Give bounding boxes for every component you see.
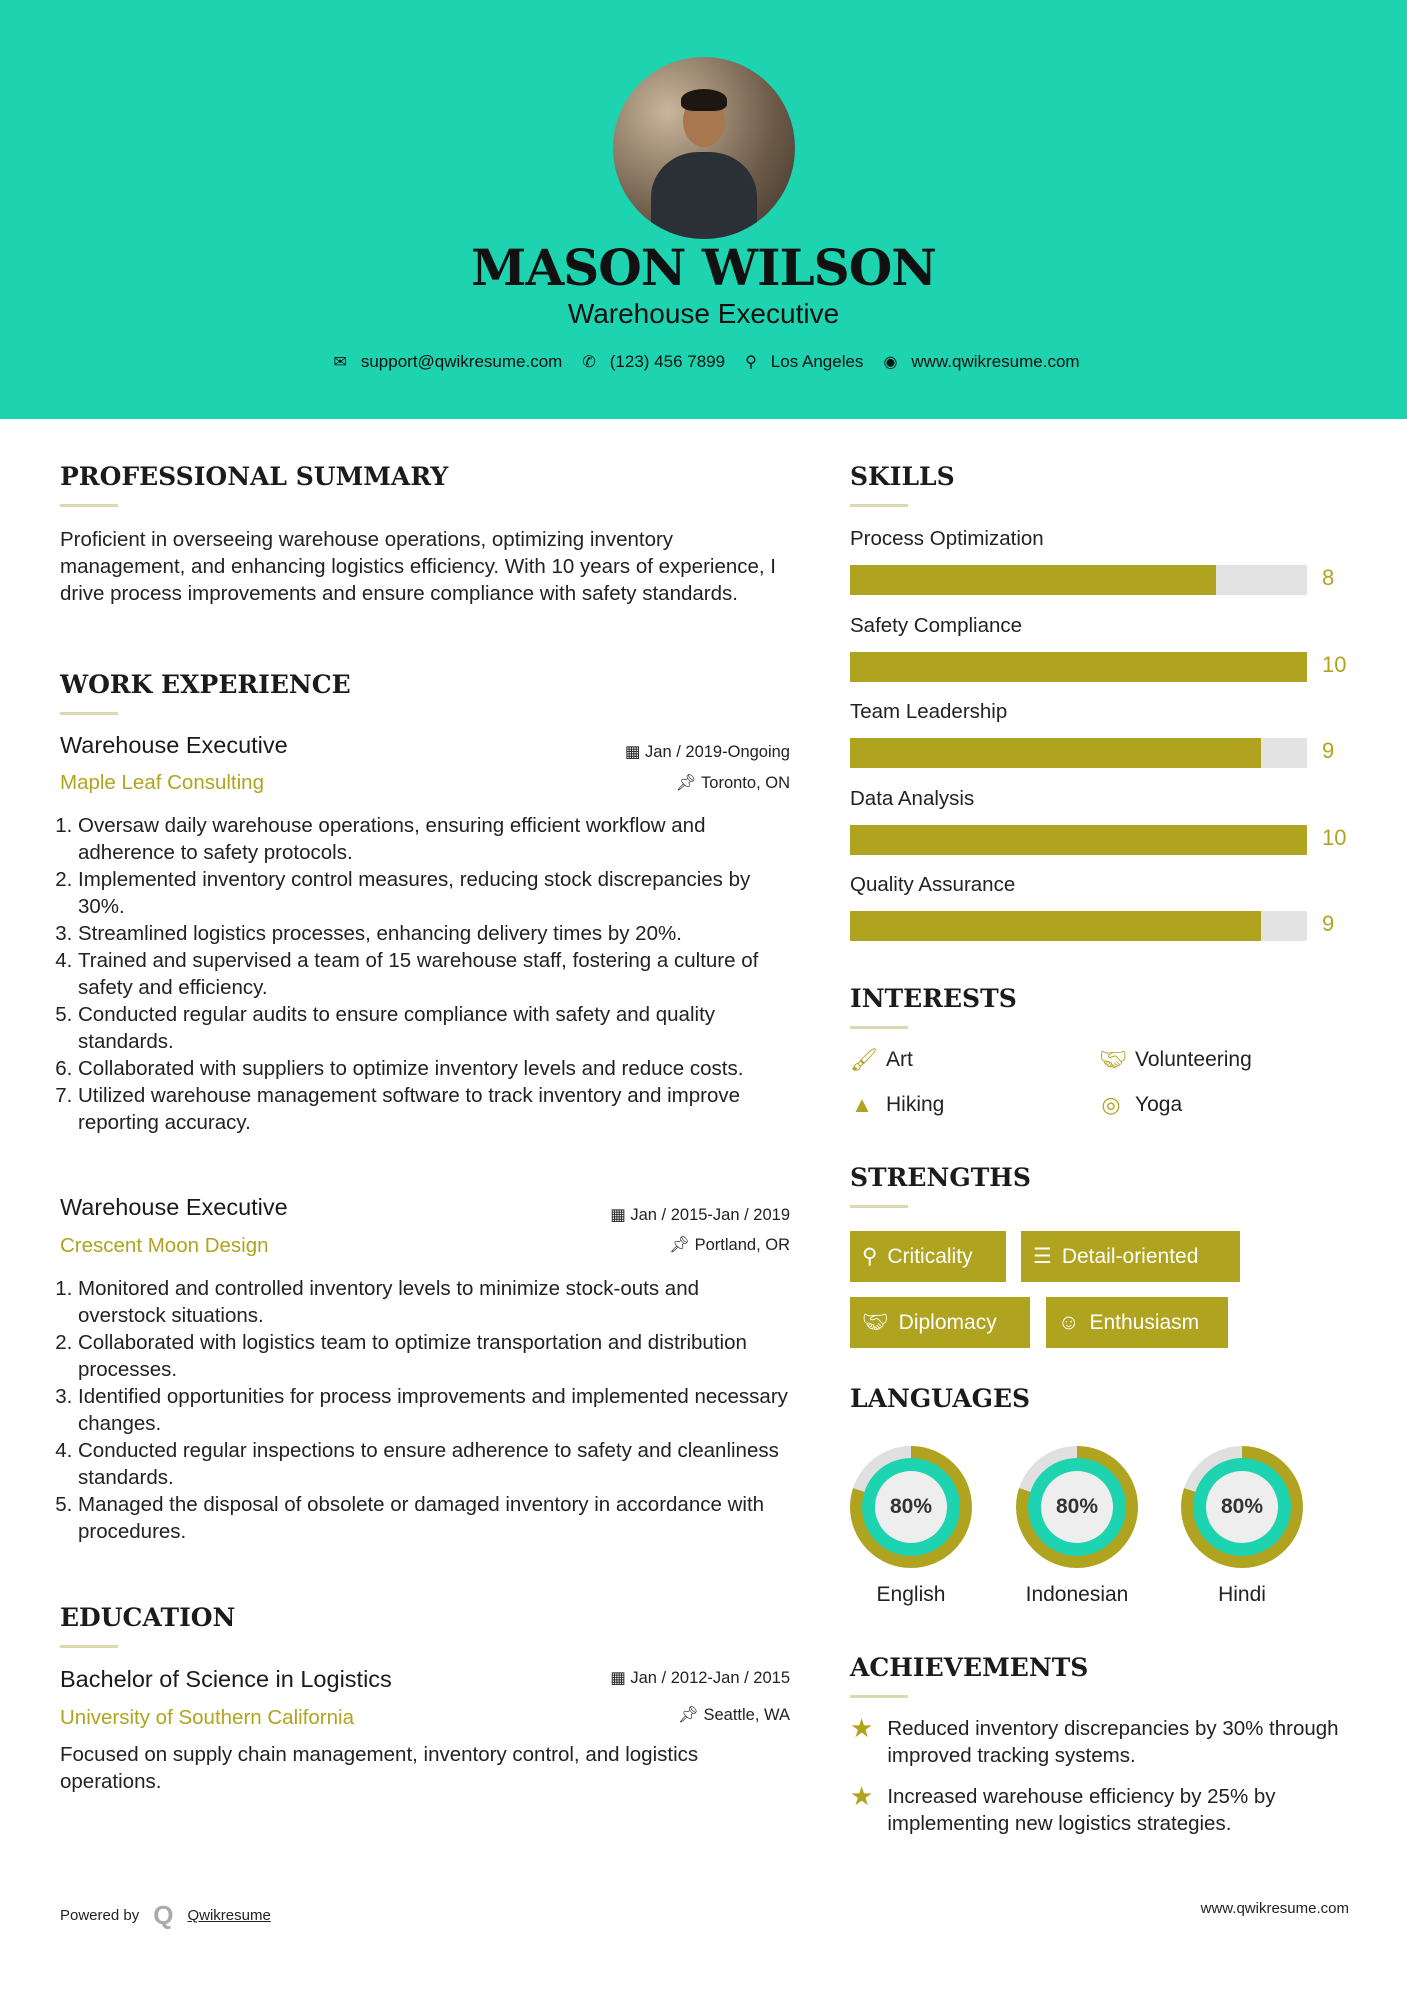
job-duty: 3. Streamlined logistics processes, enhancing delivery times by 20%.	[78, 920, 790, 947]
education-location: 📌︎ Seattle, WA	[677, 1706, 790, 1724]
job-duty: 5. Conducted regular audits to ensure compliance with safety and quality standards.	[78, 1001, 790, 1055]
skill-value: 9	[1322, 738, 1335, 763]
job-duties-list	[60, 1275, 790, 1545]
job-title: Warehouse Executive	[60, 732, 288, 758]
education-text: Focused on supply chain management, inventory control, and logistics operations.	[60, 1743, 699, 1793]
pin-icon: 📌︎	[675, 774, 702, 792]
job-date: ▦ Jan / 2015-Jan / 2019	[610, 1206, 790, 1224]
profile-photo	[613, 57, 795, 239]
search-icon: ⚲	[862, 1245, 878, 1268]
language-donut	[850, 1446, 972, 1568]
skill-bar-fill	[850, 652, 1307, 682]
job-duty: 1. Monitored and controlled inventory levels to minimize stock-outs and overstock situations.	[78, 1275, 790, 1329]
job-location: 📌︎ Portland, OR	[669, 1236, 790, 1254]
tree-icon: ▲	[851, 1092, 873, 1117]
section-heading-languages: LANGUAGES	[850, 1384, 1031, 1413]
summary-text: Proficient in overseeing warehouse operations, optimizing inventory management, and enhancing logistics efficiency. With 10 years of experience, I drive process improvements and ensure compliance with safety standards.	[60, 528, 776, 605]
section-heading-achievements: ACHIEVEMENTS	[850, 1653, 1089, 1682]
contact-website[interactable]: www.qwikresume.com	[911, 352, 1080, 371]
star-icon: ★	[850, 1781, 874, 1811]
skill-bar	[850, 825, 1307, 855]
degree: Bachelor of Science in Logistics	[60, 1666, 392, 1692]
school: University of Southern California	[60, 1706, 354, 1729]
job-location: 📌︎ Toronto, ON	[675, 774, 790, 792]
language-percent: 80%	[1041, 1471, 1113, 1543]
job-company: Crescent Moon Design	[60, 1234, 269, 1257]
lifebuoy-icon: ◎	[1101, 1092, 1121, 1117]
strength-tag: ⚲ Criticality	[850, 1231, 1006, 1282]
skill-name: Quality Assurance	[850, 873, 1016, 896]
list-icon: ☰	[1033, 1245, 1052, 1268]
skill-bar	[850, 738, 1307, 768]
globe-icon: ◉	[883, 354, 898, 371]
qwikresume-logo-icon: Q	[153, 1900, 174, 1930]
candidate-name: MASON WILSON	[471, 238, 936, 297]
education-date: ▦ Jan / 2012-Jan / 2015	[610, 1669, 790, 1687]
skill-name: Process Optimization	[850, 527, 1044, 550]
strength-tag: 🤝︎ Diplomacy	[850, 1297, 1030, 1348]
job-duty: 4. Trained and supervised a team of 15 warehouse staff, fostering a culture of safety and efficiency.	[78, 947, 790, 1001]
pin-icon: 📌︎	[669, 1236, 695, 1254]
language-percent: 80%	[1206, 1471, 1278, 1543]
skill-name: Data Analysis	[850, 786, 975, 810]
job-title: Warehouse Executive	[60, 1194, 288, 1220]
strength-tag: ☺ Enthusiasm	[1046, 1297, 1228, 1348]
pin-icon: 📌︎	[677, 1706, 704, 1724]
skill-name: Team Leadership	[850, 700, 1008, 723]
language-name: Hindi	[1218, 1583, 1266, 1606]
section-heading-skills: SKILLS	[850, 462, 955, 491]
job-duty: 2. Collaborated with logistics team to optimize transportation and distribution processes.	[78, 1329, 790, 1383]
language-donut	[1181, 1446, 1303, 1568]
interest-item: ◎ Yoga	[1099, 1092, 1182, 1118]
skill-value: 10	[1322, 651, 1347, 677]
contact-email[interactable]: support@qwikresume.com	[360, 352, 563, 371]
job-date: ▦ Jan / 2019-Ongoing	[624, 743, 790, 761]
map-marker-icon: ⚲	[745, 354, 757, 371]
job-duties-list	[60, 812, 790, 1136]
skill-value: 9	[1322, 911, 1335, 936]
skill-value: 10	[1322, 824, 1347, 850]
job-duty: 1. Oversaw daily warehouse operations, ensuring efficient workflow and adherence to safety protocols.	[78, 812, 790, 866]
strength-tag: ☰ Detail-oriented	[1021, 1231, 1240, 1282]
job-company: Maple Leaf Consulting	[60, 771, 264, 794]
job-duty: 2. Implemented inventory control measures, reducing stock discrepancies by 30%.	[78, 866, 790, 920]
handshake-icon: 🤝︎	[1099, 1047, 1127, 1072]
contact-phone: (123) 456 7899	[609, 352, 726, 371]
job-duty: 7. Utilized warehouse management software to track inventory and improve reporting accuracy.	[78, 1082, 790, 1136]
skill-name: Safety Compliance	[850, 613, 1023, 637]
achievement-item: ★ Reduced inventory discrepancies by 30% through improved tracking systems.	[850, 1713, 1339, 1767]
contact-bar	[0, 352, 1407, 372]
footer-powered: Powered by Q Qwikresume	[60, 1900, 271, 1930]
handshake-icon: 🤝︎	[862, 1310, 889, 1334]
calendar-icon: ▦	[624, 743, 646, 761]
interest-item: 🤝︎ Volunteering	[1099, 1047, 1252, 1072]
skill-bar-fill	[850, 738, 1261, 768]
phone-icon: ✆	[582, 354, 596, 371]
skill-bar	[850, 565, 1307, 595]
job-duty: 6. Collaborated with suppliers to optimize inventory levels and reduce costs.	[78, 1055, 790, 1082]
paintbrush-icon: 🖌︎	[850, 1047, 878, 1072]
skill-bar	[850, 911, 1307, 941]
calendar-icon: ▦	[610, 1206, 631, 1224]
skill-bar-fill	[850, 565, 1216, 595]
brand-link[interactable]: Qwikresume	[187, 1907, 271, 1924]
section-heading-experience: WORK EXPERIENCE	[60, 670, 351, 699]
job-duty: 4. Conducted regular inspections to ensure adherence to safety and cleanliness standards.	[78, 1437, 790, 1491]
section-heading-strengths: STRENGTHS	[850, 1163, 1031, 1192]
envelope-icon: ✉	[333, 354, 347, 371]
star-icon: ★	[850, 1713, 874, 1743]
contact-location: Los Angeles	[770, 352, 864, 371]
candidate-title: Warehouse Executive	[567, 298, 840, 329]
language-donut	[1016, 1446, 1138, 1568]
language-name: Indonesian	[1025, 1583, 1129, 1606]
skill-bar	[850, 652, 1307, 682]
language-percent: 80%	[875, 1471, 947, 1543]
skill-bar-fill	[850, 825, 1307, 855]
header-banner	[0, 0, 1407, 419]
job-duty: 3. Identified opportunities for process improvements and implemented necessary changes.	[78, 1383, 790, 1437]
job-duty: 5. Managed the disposal of obsolete or damaged inventory in accordance with procedures.	[78, 1491, 790, 1545]
achievement-item: ★ Increased warehouse efficiency by 25% by implementing new logistics strategies.	[850, 1781, 1276, 1835]
smile-icon: ☺	[1058, 1310, 1080, 1334]
section-heading-education: EDUCATION	[60, 1603, 236, 1632]
section-heading-summary: PROFESSIONAL SUMMARY	[60, 462, 449, 491]
calendar-icon: ▦	[610, 1669, 631, 1687]
skill-bar-fill	[850, 911, 1261, 941]
language-name: English	[876, 1583, 946, 1606]
skill-value: 8	[1322, 565, 1335, 590]
footer-website[interactable]: www.qwikresume.com	[1200, 1900, 1349, 1917]
interest-item: 🖌︎ Art	[850, 1047, 913, 1072]
section-heading-interests: INTERESTS	[850, 984, 1017, 1013]
interest-item: ▲ Hiking	[851, 1092, 945, 1117]
